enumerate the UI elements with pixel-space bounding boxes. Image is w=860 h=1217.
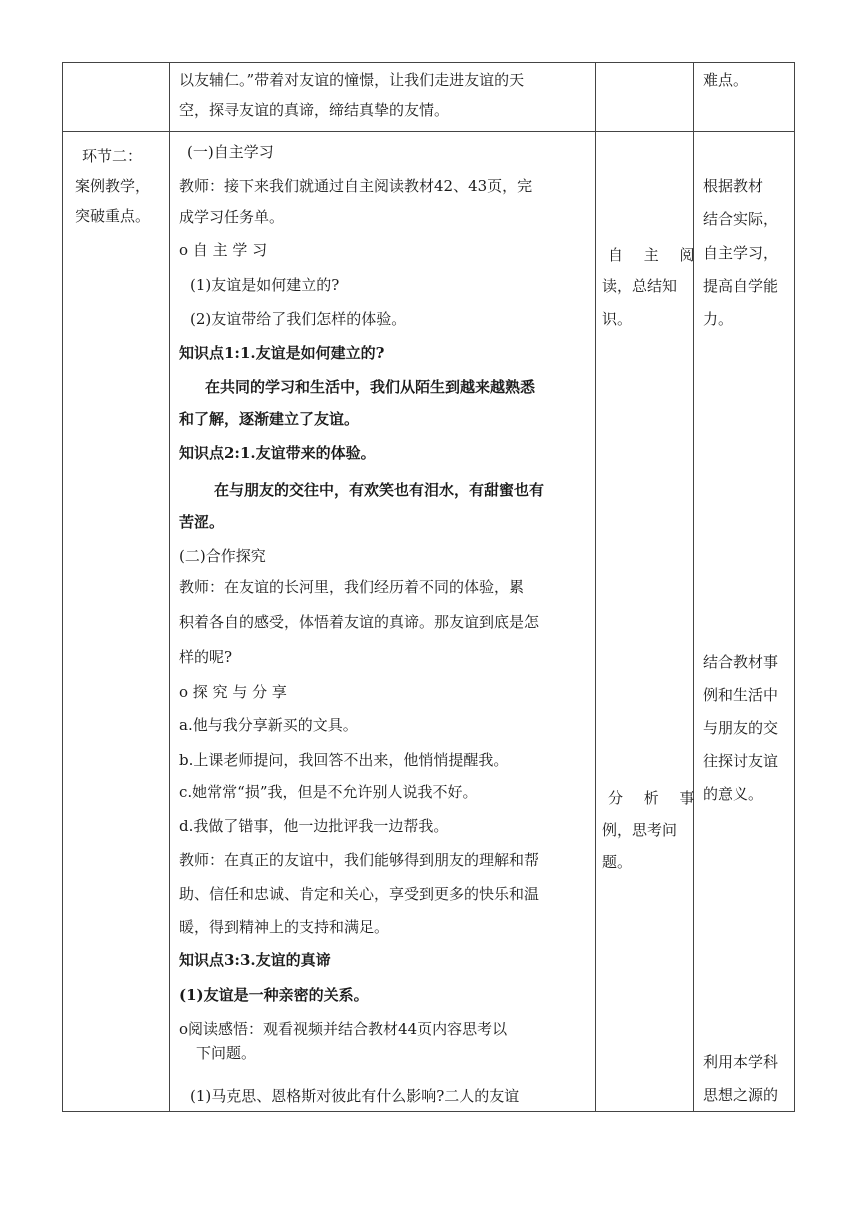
knowledge-point-title: 知识点1:1.友谊是如何建立的? xyxy=(179,344,385,362)
teacher-line: 教师：在友谊的长河里，我们经历着不同的体验，累 xyxy=(179,578,525,596)
stage-line: 环节二： xyxy=(82,147,143,165)
intent-line: 自主学习， xyxy=(703,244,779,262)
reading-label: 下问题。 xyxy=(196,1044,257,1062)
intent-line: 结合教材事 xyxy=(703,653,779,671)
intent-line: 例和生活中 xyxy=(703,686,779,704)
teacher-line: 教师：在真正的友谊中，我们能够得到朋友的理解和帮 xyxy=(179,851,540,869)
example-item: d.我做了错事，他一边批评我一边帮我。 xyxy=(179,817,449,835)
intent-line: 与朋友的交 xyxy=(703,719,779,737)
row-divider xyxy=(63,131,795,132)
intent-line: 结合实际， xyxy=(703,210,779,228)
stage-line: 案例教学， xyxy=(75,177,151,195)
table-bottom-border xyxy=(63,1111,795,1112)
teacher-line: 暖，得到精神上的支持和满足。 xyxy=(179,918,390,936)
intent-line: 力。 xyxy=(703,310,734,328)
knowledge-point-body: 苦涩。 xyxy=(179,513,225,531)
activity-line: 识。 xyxy=(602,310,633,328)
activity-line: 题。 xyxy=(602,853,633,871)
intent-line: 的意义。 xyxy=(703,785,764,803)
question: (1)马克思、恩格斯对彼此有什么影响?二人的友谊 xyxy=(190,1087,520,1105)
activity-line: 自 主 阅 xyxy=(608,246,703,264)
example-item: c.她常常“损”我，但是不允许别人说我不好。 xyxy=(179,783,478,801)
teacher-line: 成学习任务单。 xyxy=(179,208,285,226)
teacher-line: 样的呢? xyxy=(179,648,233,666)
intent-line: 利用本学科 xyxy=(703,1053,779,1071)
question: (1)友谊是如何建立的? xyxy=(190,276,340,294)
explore-label: o 探 究 与 分 享 xyxy=(179,683,287,701)
teacher-line: 积着各自的感受，体悟着友谊的真谛。那友谊到底是怎 xyxy=(179,613,540,631)
knowledge-point-body: 在共同的学习和生活中，我们从陌生到越来越熟悉 xyxy=(205,378,536,396)
teacher-line: 教师：接下来我们就通过自主阅读教材42、43页，完 xyxy=(179,177,533,195)
column-divider xyxy=(693,63,694,1112)
knowledge-point-title: 知识点2:1.友谊带来的体验。 xyxy=(179,444,376,462)
reading-label: o阅读感悟：观看视频并结合教材44页内容思考以 xyxy=(179,1020,508,1038)
content-line: 以友辅仁。”带着对友谊的憧憬，让我们走进友谊的天 xyxy=(179,71,525,89)
table-right-border xyxy=(794,63,795,1112)
teacher-line: 助、信任和忠诚、肯定和关心，享受到更多的快乐和温 xyxy=(179,885,540,903)
activity-line: 例，思考问 xyxy=(602,821,678,839)
knowledge-point-body: 在与朋友的交往中，有欢笑也有泪水，有甜蜜也有 xyxy=(214,481,545,499)
activity-line: 读，总结知 xyxy=(602,277,678,295)
intent-line: 根据教材 xyxy=(703,177,764,195)
knowledge-point-sub: (1)友谊是一种亲密的关系。 xyxy=(179,986,369,1004)
content-line: 空，探寻友谊的真谛，缔结真挚的友情。 xyxy=(179,101,450,119)
question: (2)友谊带给了我们怎样的体验。 xyxy=(190,310,407,328)
activity-line: 分 析 事 xyxy=(608,789,703,807)
knowledge-point-title: 知识点3:3.友谊的真谛 xyxy=(179,951,331,969)
intent-line: 思想之源的 xyxy=(703,1086,779,1104)
intent-line: 提高自学能 xyxy=(703,277,779,295)
stage-line: 突破重点。 xyxy=(75,207,151,225)
section-title: (一)自主学习 xyxy=(187,143,274,161)
example-item: b.上课老师提问，我回答不出来，他悄悄提醒我。 xyxy=(179,751,509,769)
row1-intent-text: 难点。 xyxy=(703,71,749,89)
column-divider xyxy=(169,63,170,1112)
self-study-label: o 自 主 学 习 xyxy=(179,241,268,259)
example-item: a.他与我分享新买的文具。 xyxy=(179,716,358,734)
intent-line: 往探讨友谊 xyxy=(703,752,779,770)
section-title: (二)合作探究 xyxy=(179,547,266,565)
knowledge-point-body: 和了解，逐渐建立了友谊。 xyxy=(179,410,360,428)
column-divider xyxy=(595,63,596,1112)
